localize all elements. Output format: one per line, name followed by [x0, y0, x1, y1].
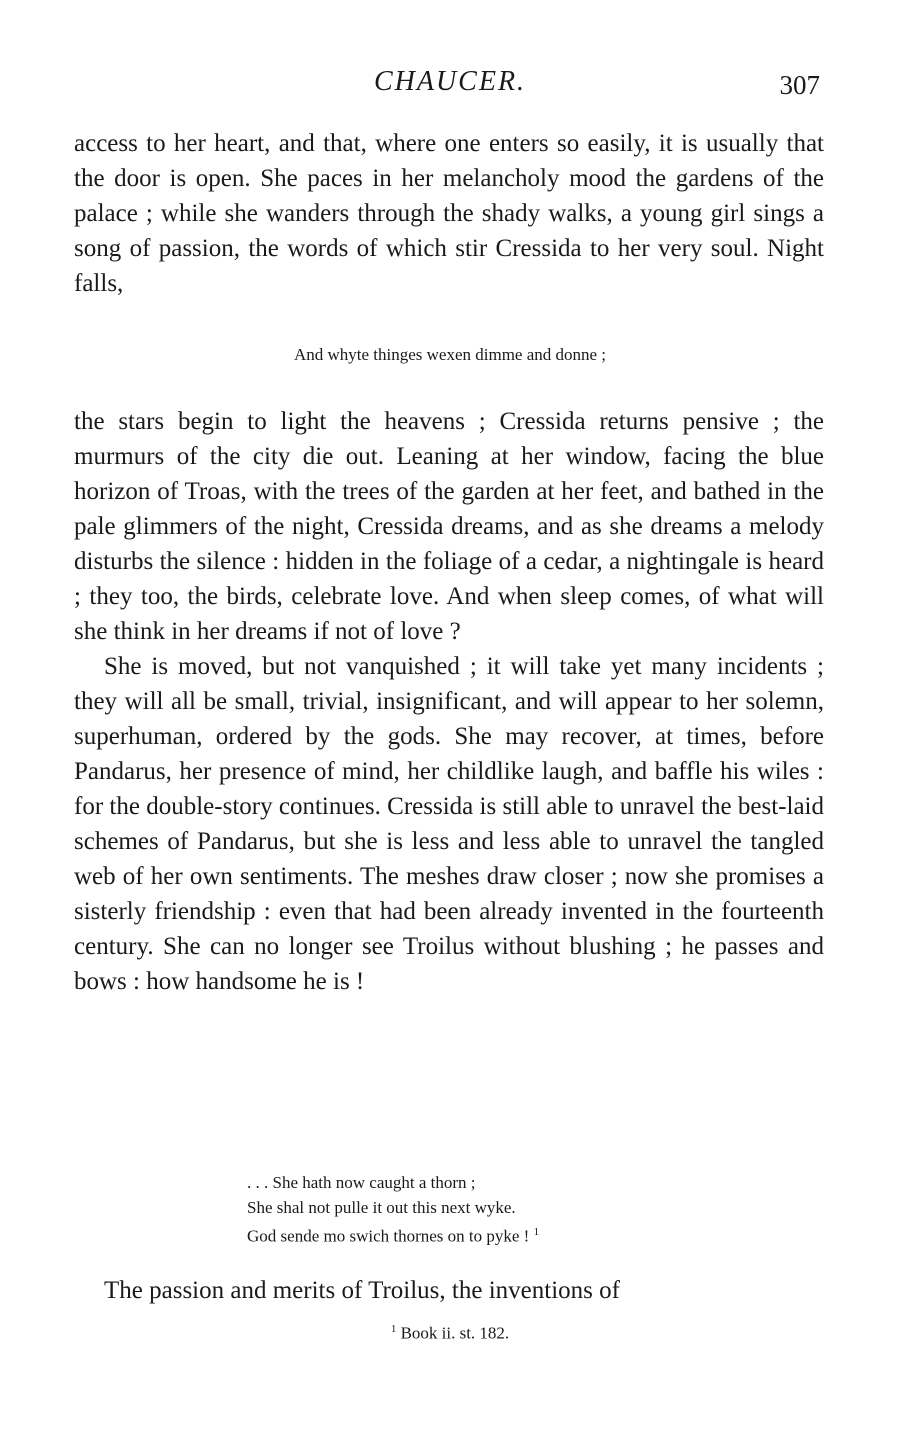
paragraph: access to her heart, and that, where one enters so easily, it is usually that the door is open. She paces in her melancholy mood the gardens of the palace ; while she wanders through the shady walks, a young girl sings a song of passion, the words of which stir Cressida to her very soul. Night falls,	[74, 130, 824, 297]
verse-line	[247, 1195, 539, 1220]
verse-line-text: God sende mo swich thornes on to pyke !	[247, 1226, 530, 1246]
page-number: 307	[779, 70, 820, 100]
paragraph: She is moved, but not vanquished ; it will take yet many incidents ; they will all be small, trivial, insignificant, and will appear to her solemn, superhuman, ordered by the gods. She may recover, at times, before Pandarus, her presence of mind, her childlike laugh, and baffle his wiles : for the double-story continues. Cressida is still able to unravel the best-laid schemes of Pandarus, but she is less and less able to unravel the tangled web of her own sentiments. The meshes draw closer ; now she promises a sisterly friendship : even that had been already invented in the fourteenth century. She can no longer see Troilus without blushing ; he passes and bows : how handsome he is !	[74, 653, 824, 995]
footnote-marker: 1	[390, 1323, 397, 1335]
verse-quotation-block	[247, 1170, 539, 1249]
verse-line-text: She shal not pulle it out this next wyke.	[247, 1198, 516, 1217]
text-block-2	[74, 404, 824, 999]
paragraph: The passion and merits of Troilus, the inventions of	[104, 1277, 620, 1304]
paragraph: the stars begin to light the heavens ; Cressida returns pensive ; the murmurs of the city die out. Leaning at her window, facing the blue horizon of Troas, with the trees of the garden at her feet, and bathed in the pale glimmers of the night, Cressida dreams, and as she dreams a melody disturbs the silence : hidden in the foliage of a cedar, a nightingale is heard ; they too, the birds, celebrate love. And when sleep comes, of what will she think in her dreams if not of love ?	[74, 408, 824, 645]
verse-line: . . . She hath now caught a thorn ;	[247, 1173, 476, 1192]
running-title: CHAUCER.	[373, 66, 527, 97]
verse-line	[247, 1220, 539, 1249]
text-block-3	[74, 1273, 824, 1308]
verse-quotation: And whyte thinges wexen dimme and donne ;	[293, 345, 607, 364]
footnote-text: Book ii. st. 182.	[400, 1323, 510, 1343]
footnote	[0, 1323, 900, 1344]
text-block-1	[74, 126, 824, 301]
footnote-reference: 1	[533, 1226, 540, 1238]
